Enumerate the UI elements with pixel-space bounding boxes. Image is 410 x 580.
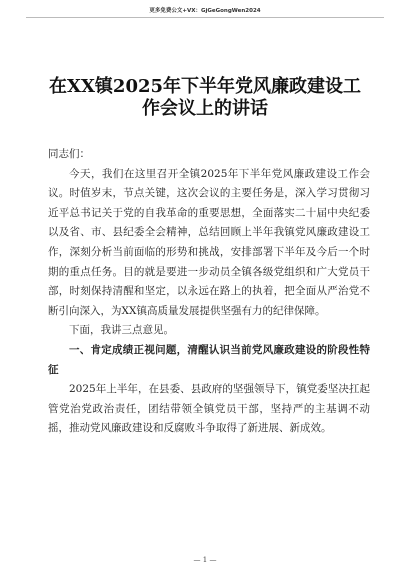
document-body <box>48 145 370 439</box>
section-heading: 一、肯定成绩正视问题，清醒认识当前党风廉政建设的阶段性特征 <box>48 343 370 376</box>
header-divider <box>26 17 384 18</box>
page-header: 更多免费公文+VX：GjGeGongWen2024 <box>149 8 261 14</box>
salutation: 同志们： <box>48 148 90 160</box>
title-line-2: 作会议上的讲话 <box>142 98 268 119</box>
document-title <box>40 76 370 120</box>
section-paragraph: 2025年上半年，在县委、县政府的坚强领导下，镇党委坚决扛起管党治党政治责任，团结带领全镇党员干部，坚持严的主基调不动摇，推动党风廉政建设和反腐败斗争取得了新进展、新成效。 <box>48 383 370 435</box>
title-line-1: 在XX镇2025年下半年党风廉政建设工 <box>48 76 362 97</box>
page-number: — 1 — <box>193 556 217 564</box>
paragraph-transition: 下面，我讲三点意见。 <box>69 324 174 337</box>
paragraph-intro: 今天，我们在这里召开全镇2025年下半年党风廉政建设工作会议。时值岁末，节点关键，这次会议的主要任务是，深入学习贯彻习近平总书记关于党的自我革命的重要思想，全面落实二十届中央纪委以及省、市、县纪委全会精神，总结回顾上半年我镇党风廉政建设工作，深刻分析当前面临的形势和挑战，安排部署下半年及今后一个时期的重点任务。目的就是要进一步动员全镇各级党组织和广大党员干部，时刻保持清醒和坚定，以永远在路上的执着，把全面从严治党不断引向深入，为XX镇高质量发展提供坚强有力的纪律保障。 <box>48 167 370 317</box>
